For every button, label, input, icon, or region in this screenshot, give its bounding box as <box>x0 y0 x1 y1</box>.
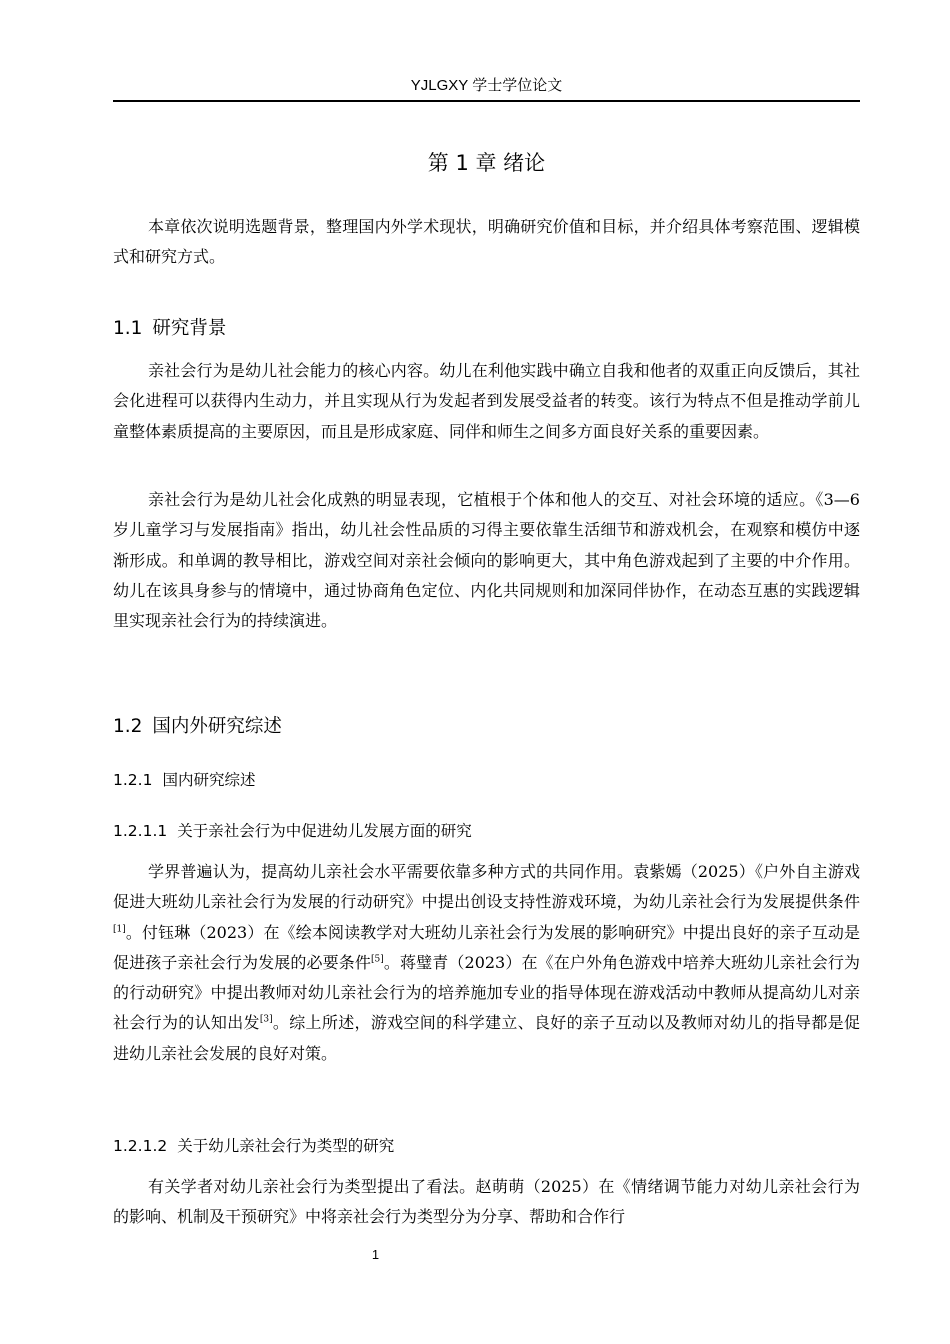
domestic-research-paragraph <box>113 857 860 1069</box>
page-number: 1 <box>371 1247 380 1262</box>
chapter-title: 第 1 章 绪论 <box>427 151 546 175</box>
running-header: YJLGXY 学士学位论文 <box>410 77 563 94</box>
citation-3: [3] <box>259 1015 273 1026</box>
citation-5: [5] <box>371 954 384 965</box>
section-title: 国内外研究综述 <box>152 716 282 737</box>
paragraph-text: 。付钰琳（2023）在《绘本阅读教学对大班幼儿亲社会行为发展的影响研究》中提出良好的亲子互动是促进孩子亲社会行为发展的必要条件 <box>113 922 860 972</box>
paragraph-text: 。蒋璧青（2023）在《在户外角色游戏中培养大班幼儿亲社会行为的行动研究》中提出教师对幼儿亲社会行为的培养施加专业的指导体现在游戏活动中教师从提高幼儿对亲社会行为的认知出发 <box>113 952 860 1033</box>
section-heading-1-2 <box>113 714 282 740</box>
paragraph-text: 学界普遍认为，提高幼儿亲社会水平需要依靠多种方式的共同作用。袁紫嫣（2025）《户外自主游戏促进大班幼儿亲社会行为发展的行动研究》中提出创设支持性游戏环境，为幼儿亲社会行为发展提供条件 <box>113 862 860 912</box>
background-paragraph-1: 亲社会行为是幼儿社会能力的核心内容。幼儿在利他实践中确立自我和他者的双重正向反馈后，其社会化进程可以获得内生动力，并且实现从行为发起者到发展受益者的转变。该行为特点不但是推动学前儿童整体素质提高的主要原因，而且是形成家庭、同伴和师生之间多方面良好关系的重要因素。 <box>113 361 860 441</box>
subsection-title: 国内研究综述 <box>162 771 256 789</box>
section-number: 1.2 <box>113 716 143 737</box>
background-paragraph-2: 亲社会行为是幼儿社会化成熟的明显表现，它植根于个体和他人的交互、对社会环境的适应。《3—6 岁儿童学习与发展指南》指出，幼儿社会性品质的习得主要依靠生活细节和游戏机会，在观察和模仿中逐渐形成。和单调的教导相比，游戏空间对亲社会倾向的影响更大，其中角色游戏起到了主要的中介作用。幼儿在该具身参与的情境中，通过协商角色定位、内化共同规则和加深同伴协作，在动态互惠的实践逻辑里实现亲社会行为的持续演进。 <box>113 490 860 631</box>
header-rule <box>113 100 860 102</box>
citation-1: [1] <box>113 924 126 935</box>
section-title: 研究背景 <box>152 318 227 339</box>
section-heading-1-1 <box>113 316 226 342</box>
subsubsection-title: 关于幼儿亲社会行为类型的研究 <box>177 1137 395 1155</box>
subsection-heading-1-2-1 <box>113 768 255 792</box>
subsection-number: 1.2.1 <box>113 771 153 789</box>
chapter-intro-paragraph: 本章依次说明选题背景，整理国内外学术现状，明确研究价值和目标，并介绍具体考察范围、逻辑模式和研究方式。 <box>113 217 860 267</box>
subsubsection-heading-1-2-1-2 <box>113 1134 394 1158</box>
subsubsection-title: 关于亲社会行为中促进幼儿发展方面的研究 <box>177 822 472 840</box>
subsubsection-number: 1.2.1.1 <box>113 822 168 840</box>
prosocial-types-paragraph: 有关学者对幼儿亲社会行为类型提出了看法。赵萌萌（2025）在《情绪调节能力对幼儿亲社会行为的影响、机制及干预研究》中将亲社会行为类型分为分享、帮助和合作行 <box>113 1177 860 1227</box>
subsubsection-heading-1-2-1-1 <box>113 819 472 843</box>
section-number: 1.1 <box>113 318 143 339</box>
paragraph-text: 。综上所述，游戏空间的科学建立、良好的亲子互动以及教师对幼儿的指导都是促进幼儿亲社会发展的良好对策。 <box>113 1013 860 1063</box>
subsubsection-number: 1.2.1.2 <box>113 1137 168 1155</box>
